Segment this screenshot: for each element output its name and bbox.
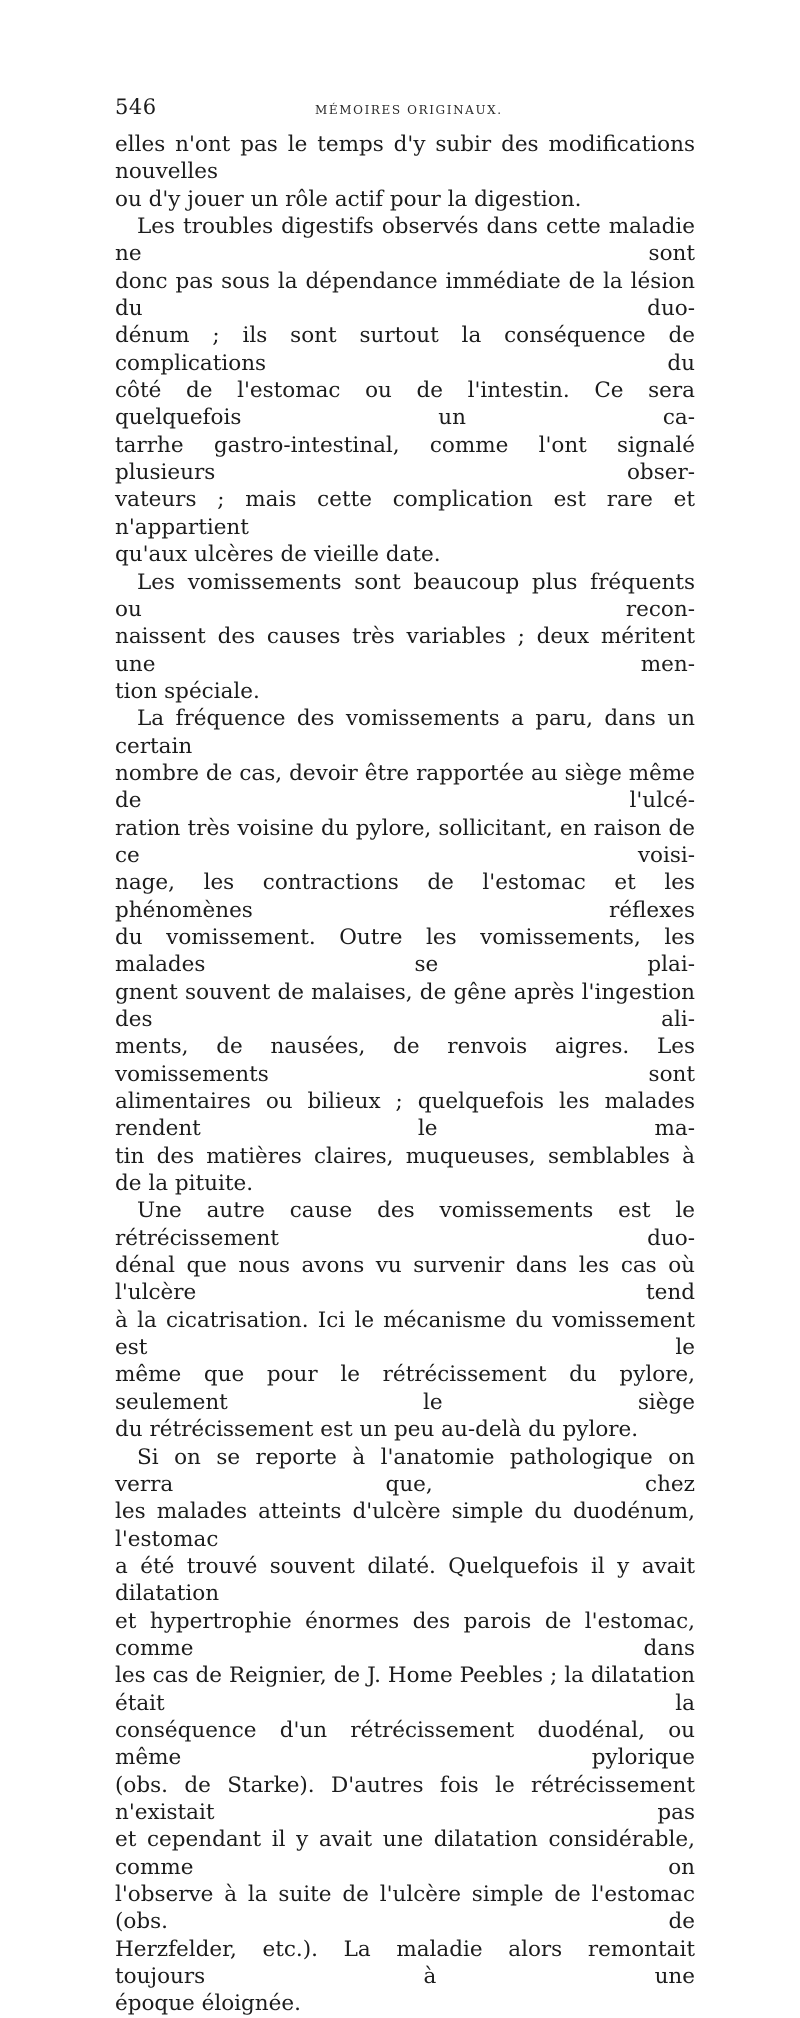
paragraph (115, 131, 695, 213)
text-line: conséquence d'un rétrécissement duodénal, ou même pylorique (115, 1717, 695, 1771)
text-line: l'observe à la suite de l'ulcère simple de l'estomac (obs. de (115, 1882, 695, 1935)
page-number: 546 (115, 95, 157, 119)
text-line: et hypertrophie énormes des parois de l'estomac, comme dans (115, 1608, 695, 1661)
text-line: Les troubles digestifs observés dans cette maladie ne sont (115, 214, 695, 267)
paragraph (115, 213, 695, 568)
text-line: dénal que nous avons vu survenir dans les cas où l'ulcère tend (115, 1253, 695, 1306)
paragraph (115, 569, 695, 706)
paragraph (115, 1444, 695, 2018)
text-line: nombre de cas, devoir être rapportée au siège même de l'ulcé- (115, 760, 695, 814)
text-line: ou d'y jouer un rôle actif pour la digestion. (115, 186, 582, 212)
running-head (115, 95, 695, 125)
text-line: qu'aux ulcères de vieille date. (115, 542, 441, 568)
text-line: Les vomissements sont beaucoup plus fréquents ou recon- (115, 569, 695, 622)
text-line: gnent souvent de malaises, de gêne après l'ingestion des ali- (115, 979, 695, 1032)
text-line: Si on se reporte à l'anatomie pathologique on verra que, chez (115, 1444, 695, 1497)
text-line: même que pour le rétrécissement du pylore, seulement le siège (115, 1362, 695, 1415)
body-text (115, 131, 695, 2018)
text-line: ration très voisine du pylore, sollicitant, en raison de ce voisi- (115, 815, 695, 868)
text-line: a été trouvé souvent dilaté. Quelquefois il y avait dilatation (115, 1553, 695, 1607)
paragraph (115, 705, 695, 1197)
text-line: naissent des causes très variables ; deux méritent une men- (115, 624, 695, 677)
text-line: ments, de nausées, de renvois aigres. Les vomissements sont (115, 1034, 695, 1087)
text-line: tarrhe gastro-intestinal, comme l'ont signalé plusieurs obser- (115, 432, 695, 486)
text-line: La fréquence des vomissements a paru, dans un certain (115, 706, 695, 759)
paragraph (115, 1197, 695, 1443)
text-line: les cas de Reignier, de J. Home Peebles ; la dilatation était la (115, 1663, 695, 1716)
text-line: du vomissement. Outre les vomissements, les malades se plai- (115, 924, 695, 978)
text-line: nage, les contractions de l'estomac et les phénomènes réflexes (115, 870, 695, 923)
text-line: donc pas sous la dépendance immédiate de la lésion du duo- (115, 268, 695, 322)
text-line: Herzfelder, etc.). La maladie alors remontait toujours à une (115, 1936, 695, 1990)
text-line: tin des matières claires, muqueuses, semblables à de la pituite. (115, 1143, 695, 1197)
text-line: du rétrécissement est un peu au-delà du pylore. (115, 1417, 639, 1443)
text-line: époque éloignée. (115, 1991, 301, 2017)
text-line: et cependant il y avait une dilatation considérable, comme on (115, 1827, 695, 1880)
text-line: Une autre cause des vomissements est le rétrécissement duo- (115, 1198, 695, 1251)
text-line: les malades atteints d'ulcère simple du duodénum, l'estomac (115, 1499, 695, 1552)
text-line: dénum ; ils sont surtout la conséquence de complications du (115, 323, 695, 376)
text-line: (obs. de Starke). D'autres fois le rétrécissement n'existait pas (115, 1772, 695, 1825)
text-line: côté de l'estomac ou de l'intestin. Ce sera quelquefois un ca- (115, 378, 695, 431)
text-line: alimentaires ou bilieux ; quelquefois les malades rendent le ma- (115, 1089, 695, 1142)
text-line: tion spéciale. (115, 678, 260, 704)
running-title: MÉMOIRES ORIGINAUX. (315, 103, 503, 117)
text-line: elles n'ont pas le temps d'y subir des modifications nouvelles (115, 132, 695, 185)
text-line: vateurs ; mais cette complication est rare et n'appartient (115, 487, 695, 540)
text-line: à la cicatrisation. Ici le mécanisme du vomissement est le (115, 1307, 695, 1361)
